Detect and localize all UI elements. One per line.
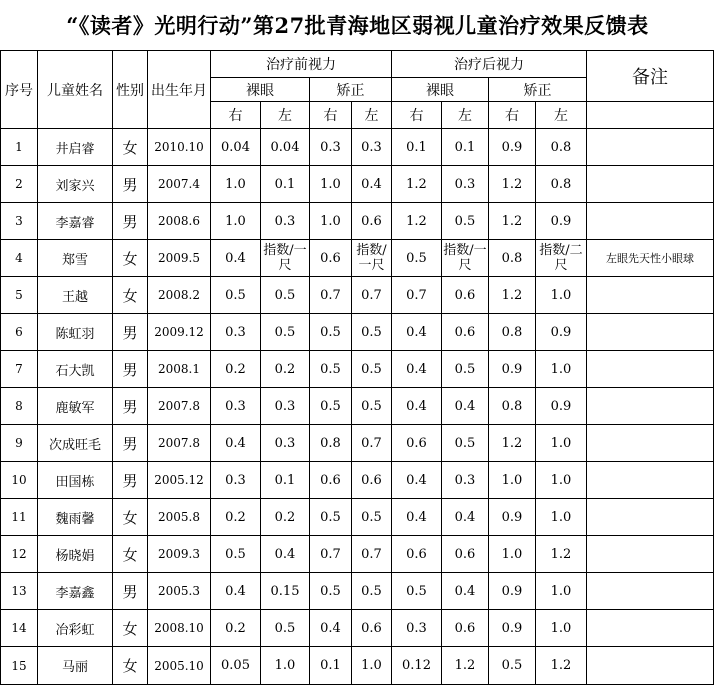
after-corrected-left-cell: 指数/二尺 <box>536 240 587 277</box>
after-corrected-right-cell: 1.2 <box>489 425 536 462</box>
after-corrected-right-cell: 0.8 <box>489 240 536 277</box>
serial-cell: 5 <box>1 277 38 314</box>
page-title: “《读者》光明行动”第27批青海地区弱视儿童治疗效果反馈表 <box>66 13 649 38</box>
header-gender: 性别 <box>113 51 148 129</box>
after-corrected-right-cell: 0.8 <box>489 314 536 351</box>
before-naked-left-cell: 0.5 <box>261 314 310 351</box>
table-row <box>1 240 714 277</box>
after-corrected-left-cell: 1.0 <box>536 462 587 499</box>
birth-date-cell: 2008.6 <box>148 203 211 240</box>
before-naked-left-cell: 0.5 <box>261 610 310 647</box>
after-corrected-left-cell: 0.8 <box>536 129 587 166</box>
gender-cell: 女 <box>113 536 148 573</box>
after-naked-left-cell: 指数/一尺 <box>442 240 489 277</box>
before-corrected-left-cell: 0.5 <box>352 573 392 610</box>
before-corrected-right-cell: 0.7 <box>310 536 352 573</box>
table-row <box>1 499 714 536</box>
header-before-naked: 裸眼 <box>211 78 310 102</box>
gender-cell: 男 <box>113 462 148 499</box>
header-right: 右 <box>392 102 442 129</box>
before-corrected-left-cell: 0.6 <box>352 203 392 240</box>
before-corrected-right-cell: 0.4 <box>310 610 352 647</box>
child-name-cell: 王越 <box>38 277 113 314</box>
before-naked-left-cell: 0.04 <box>261 129 310 166</box>
before-corrected-right-cell: 0.5 <box>310 499 352 536</box>
before-naked-right-cell: 0.5 <box>211 536 261 573</box>
before-corrected-right-cell: 0.1 <box>310 647 352 685</box>
table-row <box>1 129 714 166</box>
gender-cell: 男 <box>113 425 148 462</box>
child-name-cell: 刘家兴 <box>38 166 113 203</box>
child-name-cell: 魏雨馨 <box>38 499 113 536</box>
table-row <box>1 573 714 610</box>
before-naked-right-cell: 0.4 <box>211 573 261 610</box>
header-left: 左 <box>261 102 310 129</box>
before-naked-left-cell: 0.1 <box>261 462 310 499</box>
before-corrected-left-cell: 0.7 <box>352 277 392 314</box>
header-serial: 序号 <box>1 51 38 129</box>
birth-date-cell: 2005.8 <box>148 499 211 536</box>
before-naked-right-cell: 0.2 <box>211 499 261 536</box>
serial-cell: 13 <box>1 573 38 610</box>
gender-cell: 女 <box>113 647 148 685</box>
before-corrected-right-cell: 1.0 <box>310 203 352 240</box>
child-name-cell: 井启睿 <box>38 129 113 166</box>
header-after-corrected: 矫正 <box>489 78 587 102</box>
before-naked-right-cell: 0.3 <box>211 314 261 351</box>
after-naked-right-cell: 0.12 <box>392 647 442 685</box>
after-naked-right-cell: 0.6 <box>392 536 442 573</box>
after-corrected-right-cell: 1.0 <box>489 462 536 499</box>
child-name-cell: 冶彩虹 <box>38 610 113 647</box>
after-corrected-right-cell: 0.9 <box>489 610 536 647</box>
gender-cell: 女 <box>113 240 148 277</box>
gender-cell: 男 <box>113 166 148 203</box>
before-corrected-left-cell: 0.5 <box>352 351 392 388</box>
after-corrected-left-cell: 0.8 <box>536 166 587 203</box>
before-corrected-right-cell: 0.6 <box>310 462 352 499</box>
after-corrected-left-cell: 1.0 <box>536 425 587 462</box>
before-naked-left-cell: 0.1 <box>261 166 310 203</box>
after-corrected-left-cell: 1.2 <box>536 536 587 573</box>
table-row <box>1 388 714 425</box>
after-corrected-left-cell: 1.0 <box>536 499 587 536</box>
after-corrected-left-cell: 1.2 <box>536 647 587 685</box>
after-corrected-left-cell: 0.9 <box>536 203 587 240</box>
birth-date-cell: 2007.8 <box>148 388 211 425</box>
serial-cell: 11 <box>1 499 38 536</box>
after-naked-left-cell: 0.4 <box>442 573 489 610</box>
serial-cell: 4 <box>1 240 38 277</box>
after-corrected-right-cell: 1.2 <box>489 203 536 240</box>
after-naked-left-cell: 0.6 <box>442 277 489 314</box>
before-corrected-right-cell: 0.5 <box>310 351 352 388</box>
child-name-cell: 杨晓娟 <box>38 536 113 573</box>
gender-cell: 女 <box>113 499 148 536</box>
serial-cell: 2 <box>1 166 38 203</box>
after-naked-right-cell: 0.4 <box>392 314 442 351</box>
after-corrected-right-cell: 1.2 <box>489 277 536 314</box>
table-row <box>1 277 714 314</box>
remarks-cell <box>587 647 714 685</box>
before-corrected-right-cell: 0.5 <box>310 388 352 425</box>
before-naked-right-cell: 0.4 <box>211 240 261 277</box>
after-naked-right-cell: 0.5 <box>392 240 442 277</box>
remarks-cell <box>587 166 714 203</box>
birth-date-cell: 2009.5 <box>148 240 211 277</box>
before-corrected-left-cell: 0.6 <box>352 610 392 647</box>
before-corrected-left-cell: 指数/一尺 <box>352 240 392 277</box>
after-naked-left-cell: 0.1 <box>442 129 489 166</box>
after-naked-right-cell: 0.4 <box>392 462 442 499</box>
after-corrected-left-cell: 0.9 <box>536 388 587 425</box>
child-name-cell: 陈虹羽 <box>38 314 113 351</box>
header-before-corrected: 矫正 <box>310 78 392 102</box>
header-right: 右 <box>489 102 536 129</box>
before-corrected-right-cell: 0.5 <box>310 573 352 610</box>
serial-cell: 6 <box>1 314 38 351</box>
before-naked-right-cell: 1.0 <box>211 203 261 240</box>
after-naked-right-cell: 0.5 <box>392 573 442 610</box>
remarks-cell <box>587 314 714 351</box>
before-naked-right-cell: 0.2 <box>211 351 261 388</box>
before-naked-left-cell: 0.3 <box>261 388 310 425</box>
after-naked-left-cell: 0.6 <box>442 536 489 573</box>
header-right: 右 <box>211 102 261 129</box>
before-corrected-left-cell: 0.6 <box>352 462 392 499</box>
after-naked-left-cell: 0.6 <box>442 314 489 351</box>
before-naked-left-cell: 0.3 <box>261 425 310 462</box>
before-naked-left-cell: 1.0 <box>261 647 310 685</box>
serial-cell: 3 <box>1 203 38 240</box>
gender-cell: 女 <box>113 610 148 647</box>
gender-cell: 女 <box>113 277 148 314</box>
serial-cell: 12 <box>1 536 38 573</box>
before-naked-right-cell: 0.04 <box>211 129 261 166</box>
header-remarks-blank <box>587 102 714 129</box>
after-corrected-left-cell: 1.0 <box>536 610 587 647</box>
gender-cell: 女 <box>113 129 148 166</box>
before-corrected-right-cell: 1.0 <box>310 166 352 203</box>
after-naked-left-cell: 1.2 <box>442 647 489 685</box>
before-corrected-left-cell: 0.5 <box>352 388 392 425</box>
birth-date-cell: 2009.3 <box>148 536 211 573</box>
after-naked-right-cell: 0.4 <box>392 388 442 425</box>
remarks-cell <box>587 425 714 462</box>
after-corrected-right-cell: 0.9 <box>489 351 536 388</box>
child-name-cell: 次成旺毛 <box>38 425 113 462</box>
birth-date-cell: 2005.3 <box>148 573 211 610</box>
after-naked-left-cell: 0.5 <box>442 203 489 240</box>
before-corrected-right-cell: 0.8 <box>310 425 352 462</box>
birth-date-cell: 2007.4 <box>148 166 211 203</box>
remarks-cell <box>587 277 714 314</box>
header-left: 左 <box>352 102 392 129</box>
child-name-cell: 石大凯 <box>38 351 113 388</box>
remarks-cell <box>587 351 714 388</box>
after-naked-left-cell: 0.3 <box>442 166 489 203</box>
after-naked-right-cell: 0.7 <box>392 277 442 314</box>
child-name-cell: 李嘉鑫 <box>38 573 113 610</box>
before-corrected-right-cell: 0.6 <box>310 240 352 277</box>
after-corrected-left-cell: 1.0 <box>536 573 587 610</box>
remarks-cell <box>587 610 714 647</box>
child-name-cell: 李嘉睿 <box>38 203 113 240</box>
child-name-cell: 马丽 <box>38 647 113 685</box>
after-naked-left-cell: 0.5 <box>442 425 489 462</box>
before-naked-left-cell: 0.3 <box>261 203 310 240</box>
after-naked-right-cell: 0.1 <box>392 129 442 166</box>
after-corrected-right-cell: 0.8 <box>489 388 536 425</box>
header-before: 治疗前视力 <box>211 51 392 78</box>
birth-date-cell: 2010.10 <box>148 129 211 166</box>
after-corrected-right-cell: 0.9 <box>489 573 536 610</box>
serial-cell: 1 <box>1 129 38 166</box>
child-name-cell: 田国栋 <box>38 462 113 499</box>
remarks-cell <box>587 129 714 166</box>
remarks-cell <box>587 203 714 240</box>
after-naked-right-cell: 0.4 <box>392 499 442 536</box>
after-corrected-right-cell: 0.5 <box>489 647 536 685</box>
child-name-cell: 鹿敏军 <box>38 388 113 425</box>
before-naked-left-cell: 0.5 <box>261 277 310 314</box>
after-naked-right-cell: 0.4 <box>392 351 442 388</box>
before-corrected-left-cell: 0.5 <box>352 499 392 536</box>
after-naked-left-cell: 0.4 <box>442 499 489 536</box>
serial-cell: 15 <box>1 647 38 685</box>
before-naked-left-cell: 0.2 <box>261 351 310 388</box>
after-corrected-right-cell: 0.9 <box>489 129 536 166</box>
header-after-naked: 裸眼 <box>392 78 489 102</box>
remarks-cell <box>587 499 714 536</box>
serial-cell: 7 <box>1 351 38 388</box>
before-naked-left-cell: 0.2 <box>261 499 310 536</box>
birth-date-cell: 2008.10 <box>148 610 211 647</box>
birth-date-cell: 2007.8 <box>148 425 211 462</box>
header-after: 治疗后视力 <box>392 51 587 78</box>
before-naked-right-cell: 1.0 <box>211 166 261 203</box>
after-corrected-right-cell: 1.2 <box>489 166 536 203</box>
remarks-cell <box>587 388 714 425</box>
after-naked-right-cell: 0.6 <box>392 425 442 462</box>
table-row <box>1 351 714 388</box>
after-corrected-right-cell: 0.9 <box>489 499 536 536</box>
after-corrected-left-cell: 1.0 <box>536 351 587 388</box>
serial-cell: 9 <box>1 425 38 462</box>
after-naked-left-cell: 0.5 <box>442 351 489 388</box>
remarks-cell <box>587 536 714 573</box>
before-corrected-left-cell: 0.7 <box>352 536 392 573</box>
birth-date-cell: 2008.2 <box>148 277 211 314</box>
after-naked-right-cell: 1.2 <box>392 203 442 240</box>
child-name-cell: 郑雪 <box>38 240 113 277</box>
after-corrected-left-cell: 1.0 <box>536 277 587 314</box>
before-naked-left-cell: 0.4 <box>261 536 310 573</box>
before-naked-right-cell: 0.3 <box>211 388 261 425</box>
birth-date-cell: 2005.12 <box>148 462 211 499</box>
before-naked-right-cell: 0.2 <box>211 610 261 647</box>
after-corrected-right-cell: 1.0 <box>489 536 536 573</box>
after-corrected-left-cell: 0.9 <box>536 314 587 351</box>
header-right: 右 <box>310 102 352 129</box>
after-naked-right-cell: 0.3 <box>392 610 442 647</box>
header-name: 儿童姓名 <box>38 51 113 129</box>
gender-cell: 男 <box>113 314 148 351</box>
birth-date-cell: 2008.1 <box>148 351 211 388</box>
table-row <box>1 425 714 462</box>
header-remarks: 备注 <box>587 51 714 102</box>
before-corrected-left-cell: 1.0 <box>352 647 392 685</box>
gender-cell: 男 <box>113 203 148 240</box>
serial-cell: 8 <box>1 388 38 425</box>
before-naked-left-cell: 指数/一尺 <box>261 240 310 277</box>
remarks-cell <box>587 462 714 499</box>
before-corrected-right-cell: 0.3 <box>310 129 352 166</box>
before-corrected-left-cell: 0.4 <box>352 166 392 203</box>
after-naked-left-cell: 0.4 <box>442 388 489 425</box>
before-corrected-left-cell: 0.5 <box>352 314 392 351</box>
before-corrected-left-cell: 0.3 <box>352 129 392 166</box>
after-naked-left-cell: 0.3 <box>442 462 489 499</box>
before-naked-right-cell: 0.05 <box>211 647 261 685</box>
table-row <box>1 647 714 685</box>
before-naked-left-cell: 0.15 <box>261 573 310 610</box>
birth-date-cell: 2005.10 <box>148 647 211 685</box>
header-dob: 出生年月 <box>148 51 211 129</box>
remarks-cell: 左眼先天性小眼球 <box>587 240 714 277</box>
before-corrected-left-cell: 0.7 <box>352 425 392 462</box>
gender-cell: 男 <box>113 573 148 610</box>
header-left: 左 <box>536 102 587 129</box>
remarks-cell <box>587 573 714 610</box>
table-row <box>1 536 714 573</box>
after-naked-right-cell: 1.2 <box>392 166 442 203</box>
feedback-table <box>0 50 714 685</box>
table-row <box>1 610 714 647</box>
before-naked-right-cell: 0.4 <box>211 425 261 462</box>
birth-date-cell: 2009.12 <box>148 314 211 351</box>
table-row <box>1 462 714 499</box>
before-naked-right-cell: 0.3 <box>211 462 261 499</box>
serial-cell: 10 <box>1 462 38 499</box>
before-corrected-right-cell: 0.5 <box>310 314 352 351</box>
table-row <box>1 314 714 351</box>
before-naked-right-cell: 0.5 <box>211 277 261 314</box>
gender-cell: 男 <box>113 351 148 388</box>
after-naked-left-cell: 0.6 <box>442 610 489 647</box>
table-row <box>1 166 714 203</box>
before-corrected-right-cell: 0.7 <box>310 277 352 314</box>
header-left: 左 <box>442 102 489 129</box>
serial-cell: 14 <box>1 610 38 647</box>
gender-cell: 男 <box>113 388 148 425</box>
table-row <box>1 203 714 240</box>
